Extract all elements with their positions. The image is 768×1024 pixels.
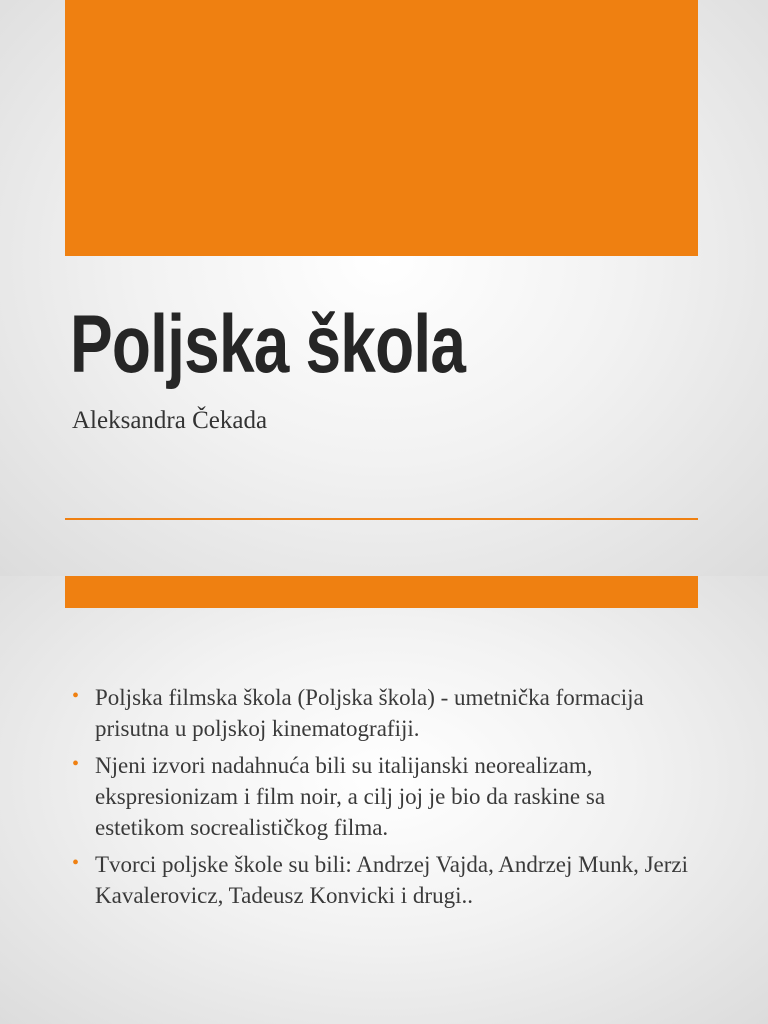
bullet-item	[70, 682, 690, 744]
bullet-icon: •	[72, 753, 80, 775]
content-slide	[0, 576, 768, 1024]
bullet-list	[70, 682, 690, 917]
slide-subtitle: Aleksandra Čekada	[72, 407, 268, 434]
bullet-text: Njeni izvori nadahnuća bili su italijanski neorealizam, ekspresionizam i film noir, a cilj joj je bio da raskine sa estetikom socrealističkog filma.	[95, 753, 606, 840]
bullet-text: Tvorci poljske škole su bili: Andrzej Vajda, Andrzej Munk, Jerzi Kavalerovicz, Tadeusz Konvicki i drugi..	[95, 852, 688, 908]
bullet-icon: •	[72, 685, 80, 707]
title-orange-band	[65, 0, 698, 256]
content-orange-band	[65, 576, 698, 608]
title-divider	[65, 518, 698, 520]
bullet-text: Poljska filmska škola (Poljska škola) - umetnička formacija prisutna u poljskoj kinematografiji.	[95, 685, 644, 741]
slide-title: Poljska škola	[70, 299, 466, 390]
bullet-item	[70, 750, 690, 843]
bullet-icon: •	[72, 852, 80, 874]
bullet-item	[70, 849, 690, 911]
